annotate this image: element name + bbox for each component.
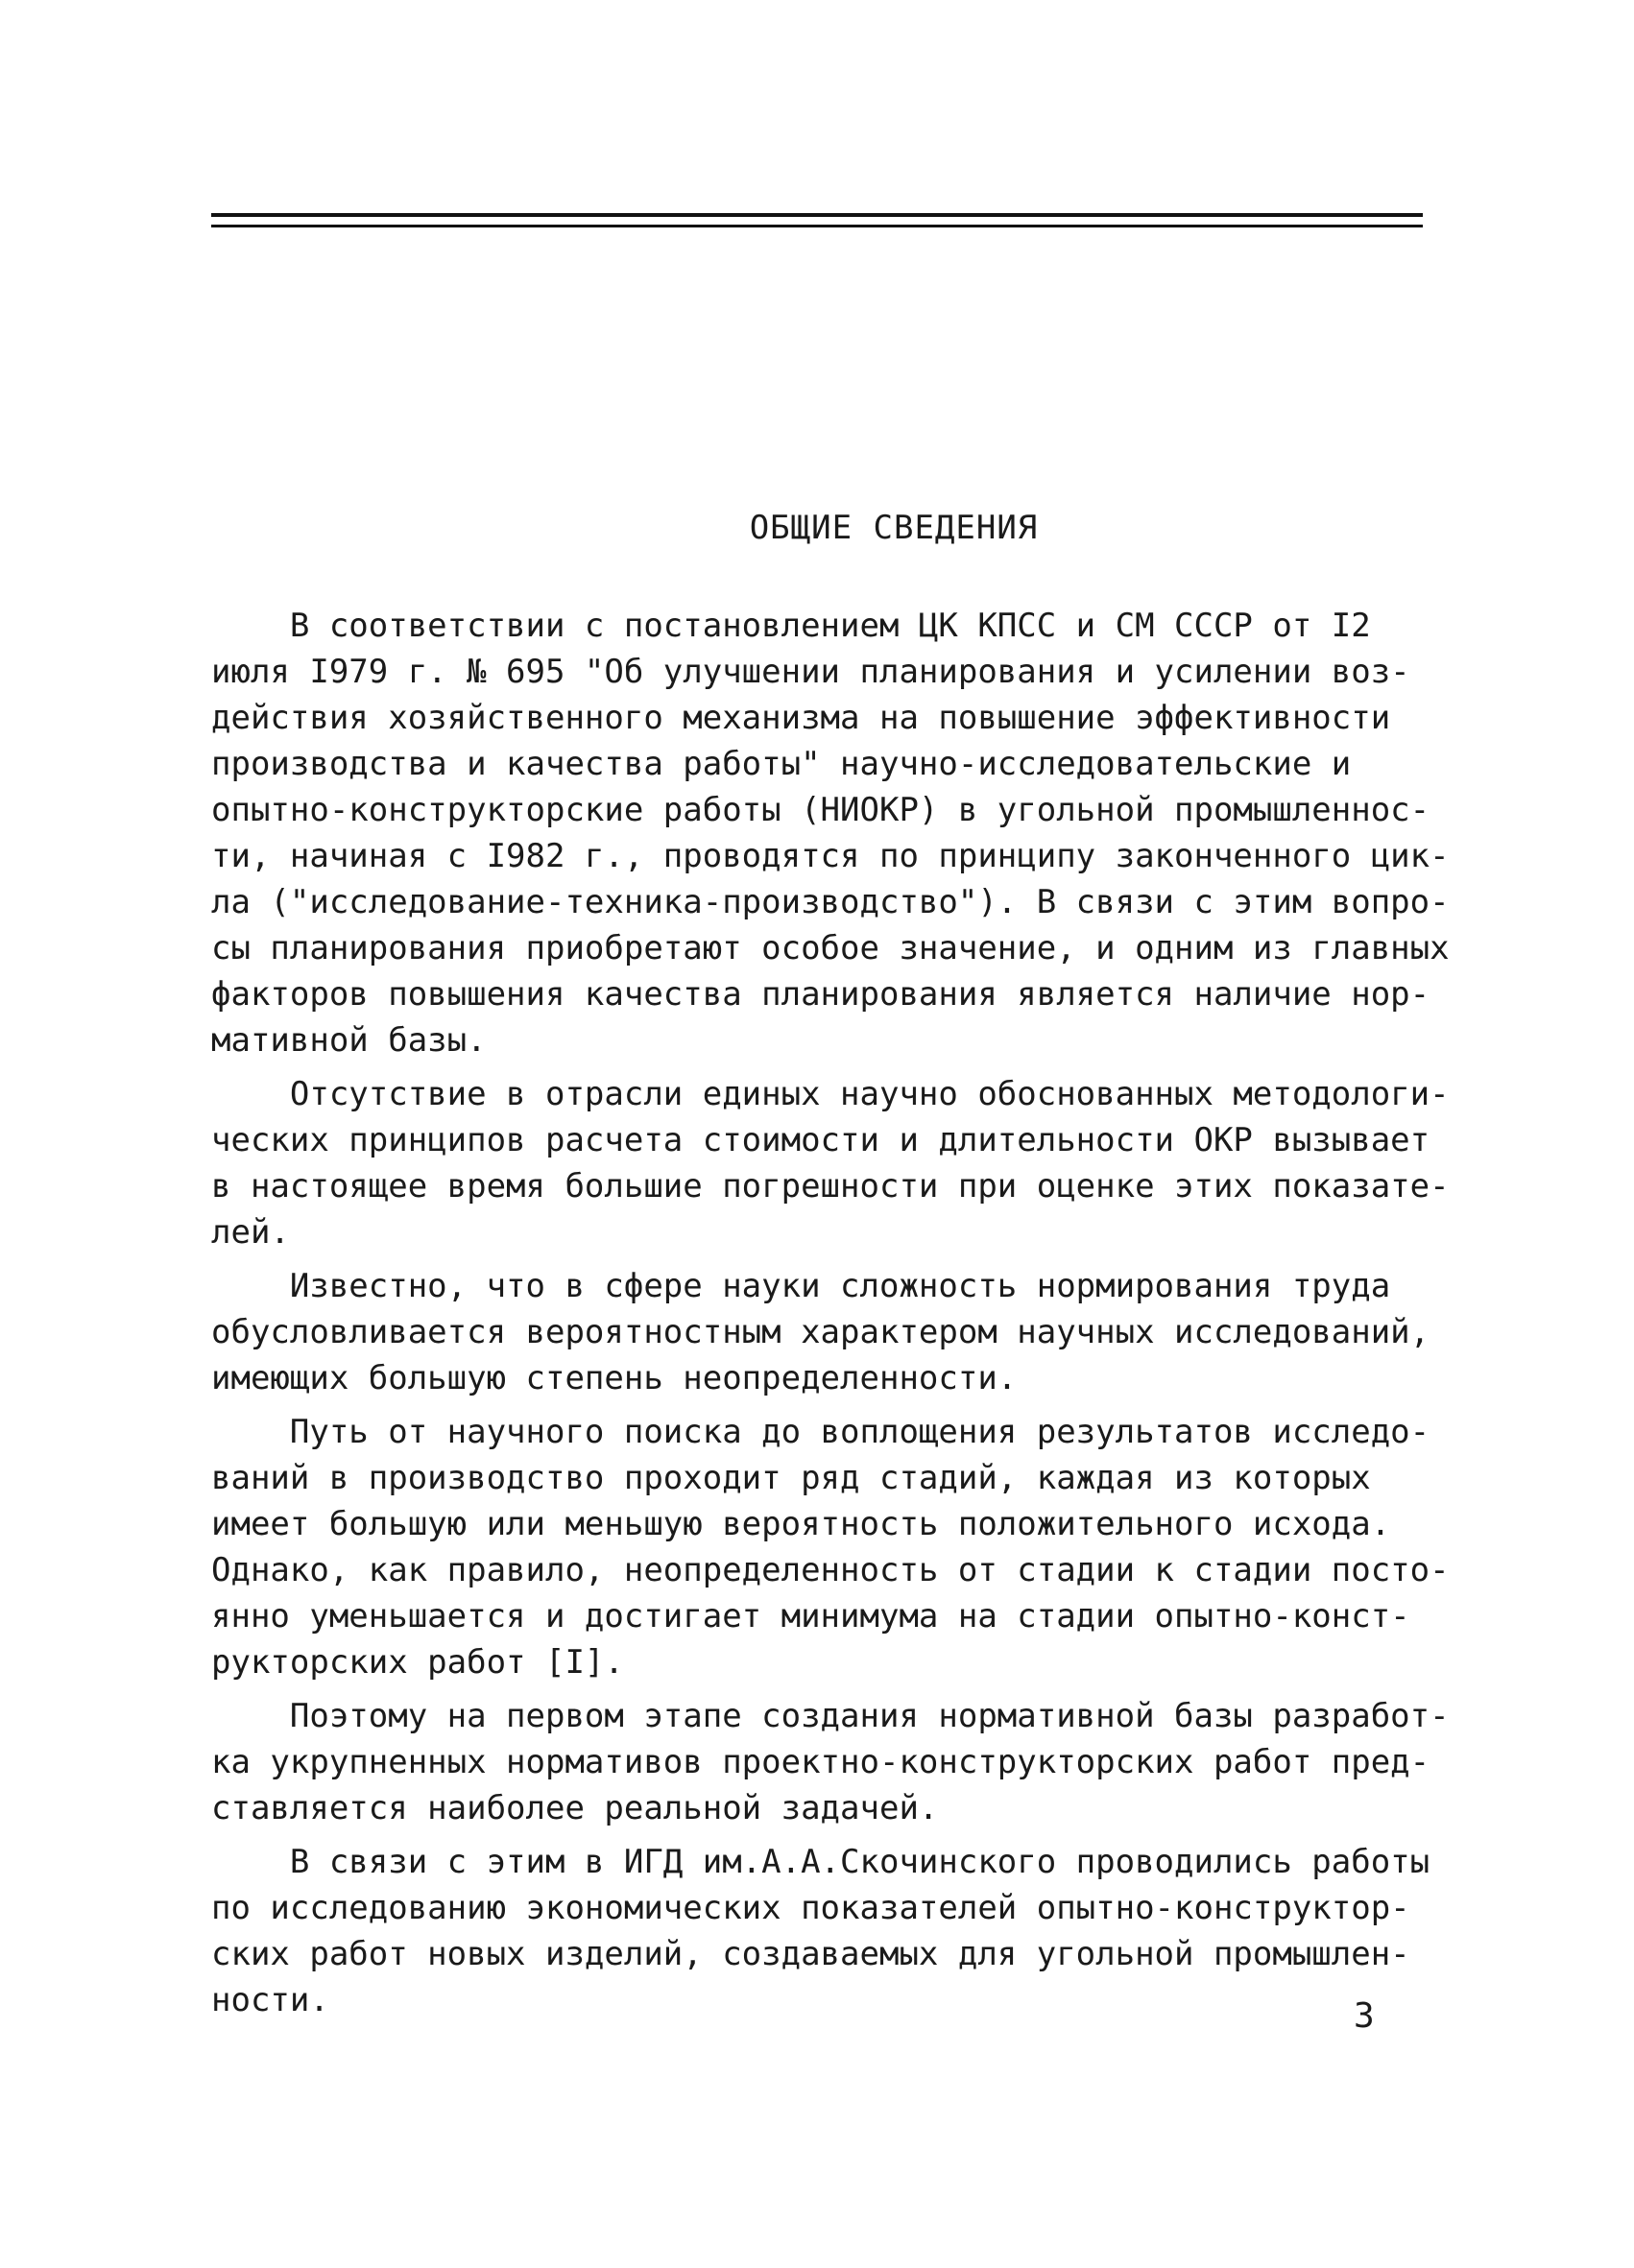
text-line: Однако, как правило, неопределенность от стадии к стадии посто- [211, 1551, 1450, 1589]
body-text [211, 603, 1450, 2031]
text-line: факторов повышения качества планирования является наличие нор- [211, 975, 1430, 1014]
text-line: сы планирования приобретают особое значение, и одним из главных [211, 929, 1450, 967]
paragraph [211, 1693, 1450, 1831]
paragraph [211, 603, 1450, 1063]
text-line: Путь от научного поиска до воплощения результатов исследо- [211, 1413, 1430, 1451]
paragraph [211, 1263, 1432, 1401]
text-line: в настоящее время большие погрешности при оценке этих показате- [211, 1167, 1450, 1206]
text-line: янно уменьшается и достигает минимума на стадии опытно-конст- [211, 1597, 1410, 1635]
text-line: Поэтому на первом этапе создания нормативной базы разработ- [211, 1697, 1450, 1735]
text-line: производства и качества работы" научно-исследовательские и [211, 745, 1352, 783]
text-line: мативной базы. [211, 1021, 487, 1060]
text-line: ставляется наиболее реальной задачей. [211, 1789, 939, 1827]
section-title: ОБЩИЕ СВЕДЕНИЯ [749, 509, 1039, 547]
text-line: ка укрупненных нормативов проектно-конструкторских работ пред- [211, 1743, 1430, 1781]
page-number: 3 [1354, 1996, 1375, 2036]
text-line: ваний в производство проходит ряд стадий, каждая из которых [211, 1459, 1371, 1497]
text-line: обусловливается вероятностным характером научных исследований, [211, 1313, 1430, 1351]
text-line: Отсутствие в отрасли единых научно обоснованных методологи- [211, 1075, 1450, 1113]
text-line: действия хозяйственного механизма на повышение эффективности [211, 699, 1391, 737]
text-line: ности. [211, 1981, 329, 2019]
text-line: рукторских работ [I]. [211, 1643, 624, 1682]
text-line: ти, начиная с I982 г., проводятся по принципу законченного цик- [211, 837, 1450, 875]
text-line: по исследованию экономических показателей опытно-конструктор- [211, 1889, 1410, 1927]
text-line: В связи с этим в ИГД им.А.А.Скочинского проводились работы [211, 1843, 1430, 1881]
text-line: ских работ новых изделий, создаваемых для угольной промышлен- [211, 1935, 1410, 1973]
text-line: имеющих большую степень неопределенности. [211, 1359, 1018, 1397]
text-line: лей. [211, 1213, 290, 1252]
header-rule-top [211, 213, 1423, 217]
text-line: ла ("исследование-техника-производство"). В связи с этим вопро- [211, 883, 1450, 921]
text-line: опытно-конструкторские работы (НИОКР) в угольной промышленнос- [211, 791, 1430, 829]
text-line: июля I979 г. № 695 "Об улучшении планирования и усилении воз- [211, 653, 1410, 691]
text-line: имеет большую или меньшую вероятность положительного исхода. [211, 1505, 1391, 1543]
text-line: ческих принципов расчета стоимости и длительности ОКР вызывает [211, 1121, 1430, 1159]
text-line: В соответствии с постановлением ЦК КПСС и СМ СССР от I2 [211, 607, 1371, 645]
text-line: Известно, что в сфере науки сложность нормирования труда [211, 1267, 1391, 1305]
paragraph [211, 1839, 1432, 2023]
paragraph [211, 1071, 1450, 1255]
header-rule-bottom [211, 225, 1423, 227]
paragraph [211, 1409, 1450, 1685]
